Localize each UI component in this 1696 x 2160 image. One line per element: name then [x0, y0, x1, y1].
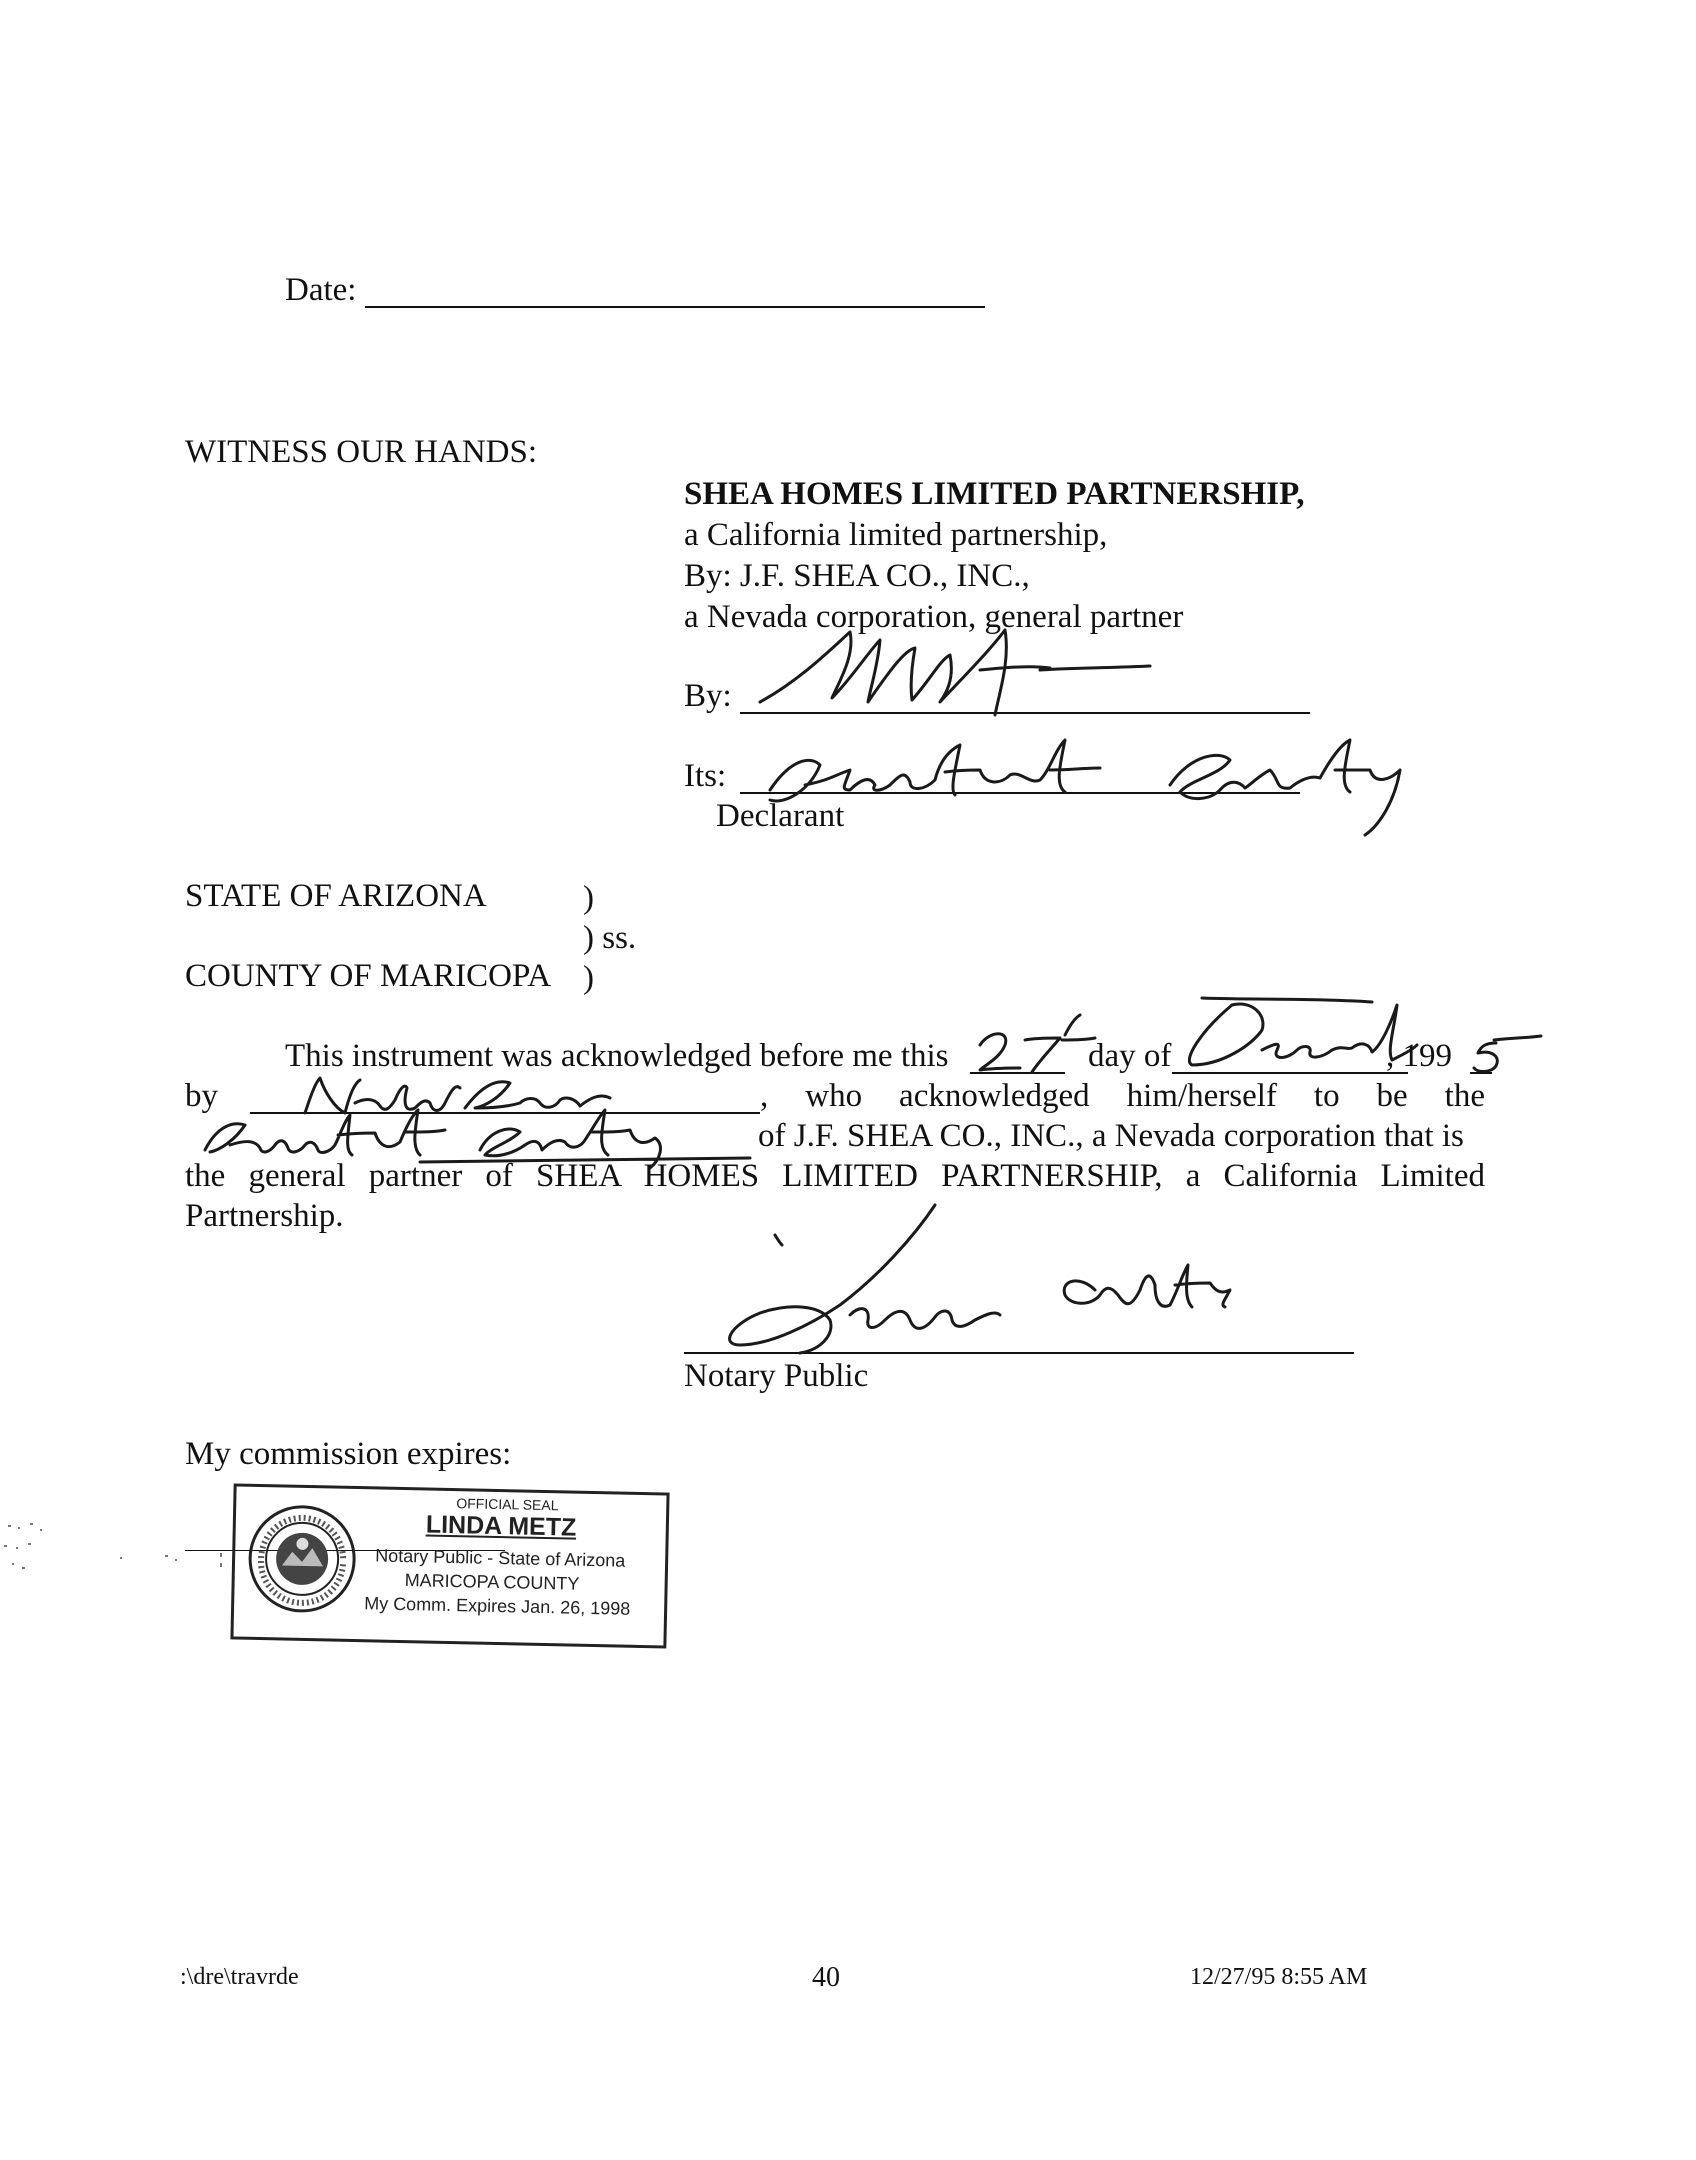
ack-text-3: , who acknowledged him/herself to be the: [760, 1078, 1485, 1114]
signatory-name: SHEA HOMES LIMITED PARTNERSHIP,: [684, 476, 1305, 512]
ack-by: by: [185, 1078, 218, 1114]
ack-text-3-line: [760, 1078, 1485, 1115]
scan-specks: [0, 1515, 240, 1595]
by-label: By:: [684, 678, 732, 714]
state-label: STATE OF ARIZONA: [185, 878, 487, 914]
ack-month-handwritten: [1172, 990, 1422, 1080]
signatory-line-2: By: J.F. SHEA CO., INC.,: [684, 558, 1030, 594]
declarant-label: Declarant: [716, 798, 845, 834]
county-paren: ): [583, 960, 594, 996]
ack-text-6: Partnership.: [185, 1198, 344, 1234]
date-line: [365, 306, 985, 308]
ack-text-5: the general partner of SHEA HOMES LIMITED PARTNERSHIP, a California Limited: [185, 1158, 1485, 1194]
ack-text-4: of J.F. SHEA CO., INC., a Nevada corporation that is: [758, 1118, 1464, 1154]
footer-timestamp: 12/27/95 8:55 AM: [1190, 1964, 1368, 1990]
signatory-line-3: a Nevada corporation, general partner: [684, 599, 1184, 635]
ack-text-1: This instrument was acknowledged before me this: [285, 1038, 949, 1074]
ack-year-handwritten: [1466, 1028, 1546, 1078]
ss-label: ) ss.: [583, 920, 637, 956]
commission-expires-label: My commission expires:: [185, 1436, 512, 1472]
by-signature: [740, 610, 1180, 720]
date-label: Date:: [285, 272, 357, 308]
its-label: Its:: [684, 758, 727, 794]
seal-line-3: My Comm. Expires Jan. 26, 1998: [363, 1593, 631, 1619]
witness-heading: WITNESS OUR HANDS:: [185, 434, 538, 470]
ack-text-2: day of: [1088, 1038, 1172, 1074]
state-paren: ): [583, 880, 594, 916]
ack-year-prefix: , 199: [1386, 1038, 1452, 1074]
seal-line-2: MARICOPA COUNTY: [404, 1570, 580, 1594]
county-label: COUNTY OF MARICOPA: [185, 958, 552, 994]
signatory-line-1: a California limited partnership,: [684, 517, 1108, 553]
seal-line-1: Notary Public - State of Arizona: [374, 1545, 626, 1571]
notary-signature: [700, 1195, 1260, 1365]
ack-text-5-line: [185, 1158, 1485, 1195]
its-handwritten-title: [750, 730, 1410, 840]
notary-public-label: Notary Public: [684, 1358, 869, 1394]
seal-heading: OFFICIAL SEAL: [456, 1495, 559, 1514]
footer-page-number: 40: [812, 1962, 840, 1993]
seal-name: LINDA METZ: [425, 1510, 577, 1542]
arizona-seal-emblem: [246, 1503, 358, 1615]
footer-path: :\dre\travrde: [180, 1964, 299, 1990]
ack-day-handwritten: [970, 1010, 1100, 1080]
notary-seal-stamp: [230, 1483, 669, 1648]
